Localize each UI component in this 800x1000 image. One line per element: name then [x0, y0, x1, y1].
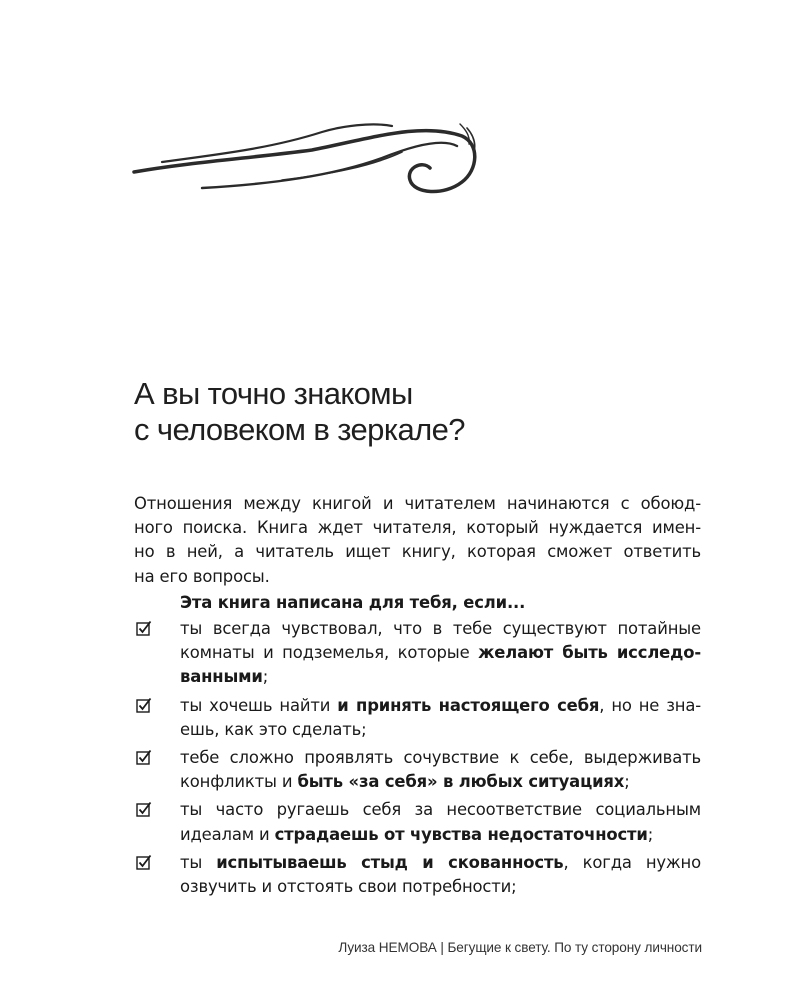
item-line: ешь, как это сделать; [180, 719, 367, 739]
item-line: конфликты и быть «за себя» в любых ситуациях; [180, 772, 630, 792]
title-line-2: с человеком в зеркале? [134, 412, 465, 447]
item-line: идеалам и страдаешь от чувства недостаточности; [180, 824, 654, 844]
list-item [134, 851, 701, 899]
checked-box-icon [136, 749, 152, 765]
item-line: ты всегда чувствовал, что в тебе существуют потайные [180, 619, 701, 639]
footer-author: Луиза НЕМОВА [338, 940, 437, 955]
footer-separator: | [436, 940, 448, 955]
title-line-1: А вы точно знакомы [134, 376, 413, 411]
list-item [134, 694, 701, 742]
intro-line: ного поиска. Книга ждет читателя, который нуждается имен- [134, 518, 701, 538]
list-item [134, 746, 701, 794]
checked-box-icon [136, 801, 152, 817]
item-line: ты испытываешь стыд и скованность, когда нужно [180, 852, 701, 872]
footer-book-title: Бегущие к свету. По ту сторону личности [447, 940, 702, 955]
item-line: ванными; [180, 667, 269, 687]
list-item [134, 617, 701, 690]
item-line: озвучить и отстоять свои потребности; [180, 877, 517, 897]
item-line: ты часто ругаешь себя за несоответствие социальным [180, 800, 701, 820]
checked-box-icon [136, 697, 152, 713]
checklist-lead: Эта книга написана для тебя, если... [180, 592, 526, 612]
intro-paragraph [134, 492, 701, 589]
item-line: комнаты и подземелья, которые желают быть исследо- [180, 643, 701, 663]
intro-line: на его вопросы. [134, 566, 270, 586]
item-line: ты хочешь найти и принять настоящего себя, но не зна- [180, 695, 701, 715]
swirl-ornament-icon [132, 118, 482, 200]
intro-line: Отношения между книгой и читателем начинаются с обоюд- [134, 494, 701, 513]
list-item [134, 798, 701, 846]
page-footer [338, 940, 702, 955]
checked-box-icon [136, 854, 152, 870]
checked-box-icon [136, 620, 152, 636]
page-title [134, 376, 694, 448]
page-content [134, 492, 701, 903]
checklist [134, 617, 701, 899]
item-line: тебе сложно проявлять сочувствие к себе, выдерживать [180, 748, 701, 768]
intro-line: но в ней, а читатель ищет книгу, которая сможет ответить [134, 542, 701, 562]
